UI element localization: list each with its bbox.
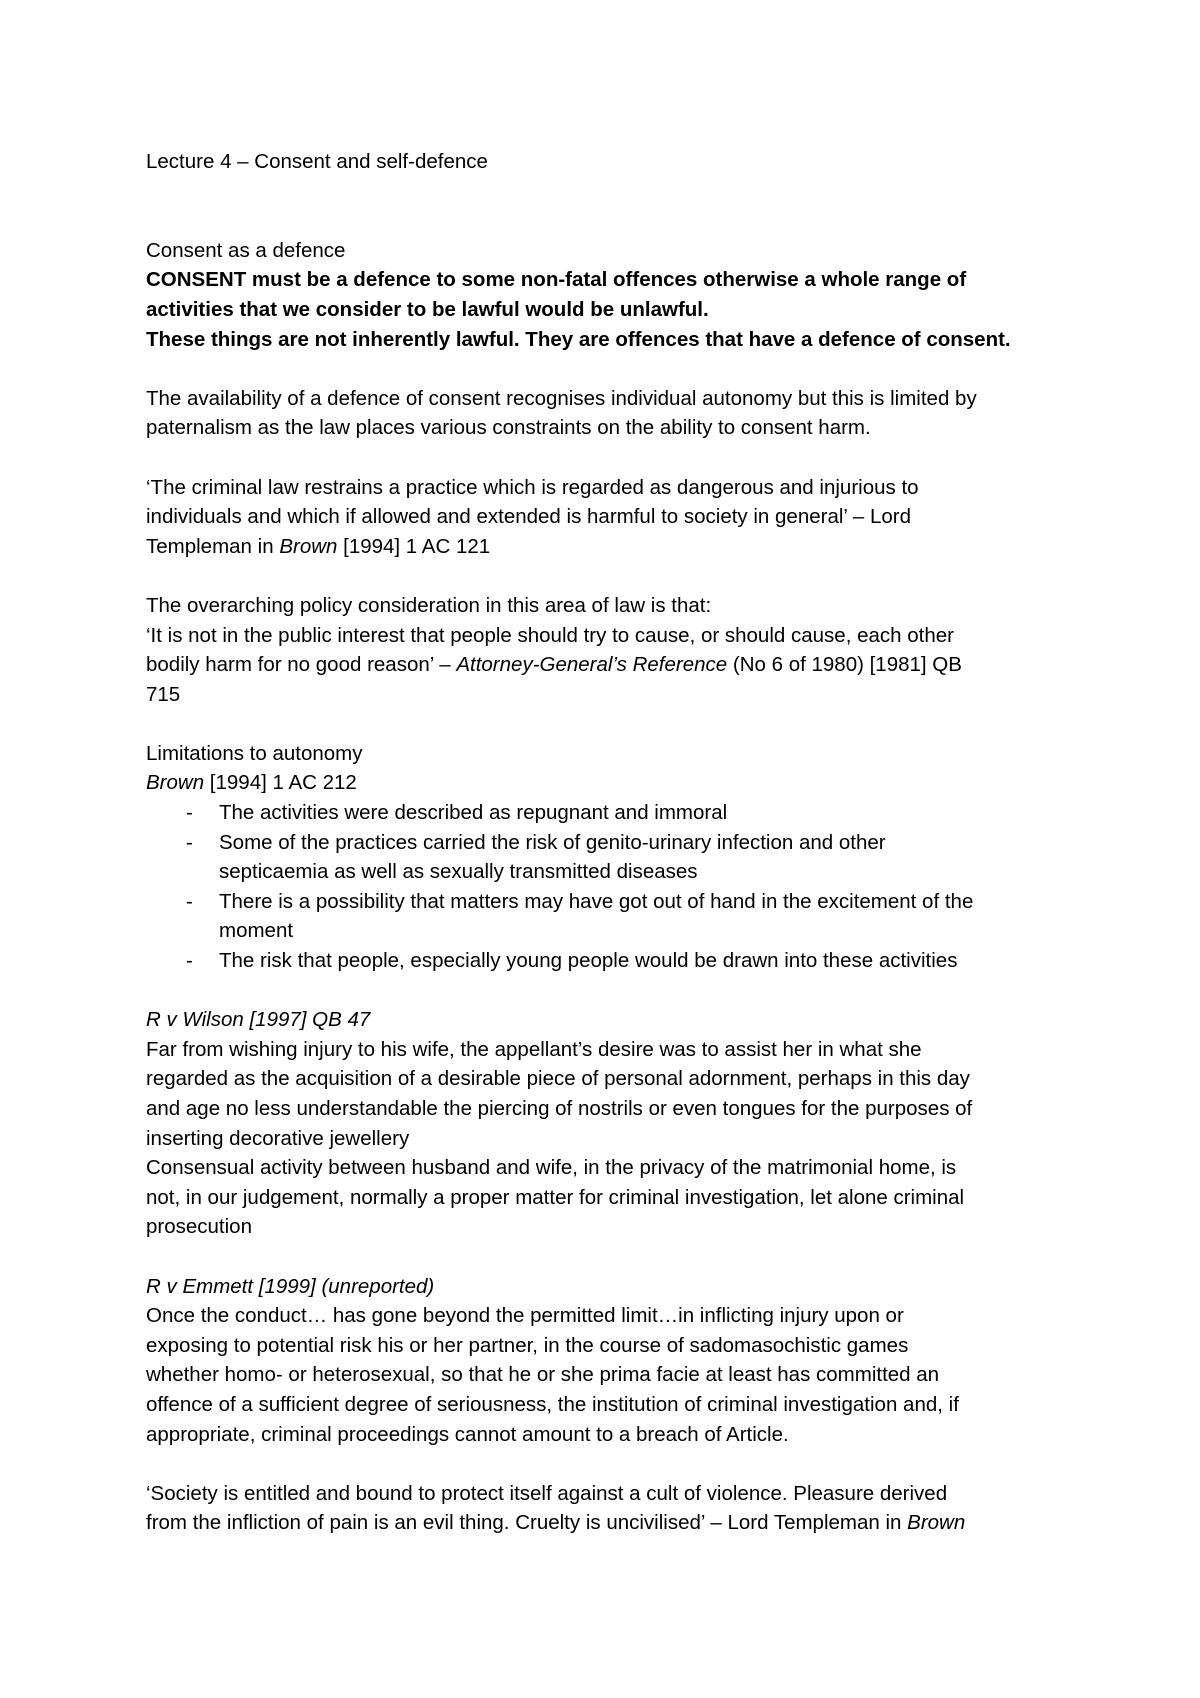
paragraph-line: The availability of a defence of consent recognises individual autonomy but this is limited by <box>146 386 977 410</box>
spacer <box>146 561 1086 591</box>
citation-text: [1994] 1 AC 212 <box>204 771 357 795</box>
paragraph-line: regarded as the acquisition of a desirable piece of personal adornment, perhaps in this day <box>146 1067 970 1091</box>
spacer <box>146 709 1086 739</box>
limitations-list <box>146 798 1086 976</box>
spacer <box>146 1449 1086 1479</box>
case-citation <box>146 768 1086 798</box>
spacer <box>146 206 1086 236</box>
citation-text: (No 6 of 1980) [1981] QB <box>727 653 962 677</box>
quote-line <box>146 1508 1086 1538</box>
list-item-text: There is a possibility that matters may have got out of hand in the excitement of the <box>219 889 974 913</box>
list-item <box>146 828 1086 887</box>
quote-text: from the infliction of pain is an evil thing. Cruelty is uncivilised’ – Lord Templeman in <box>146 1511 908 1535</box>
paragraph-line: offence of a sufficient degree of seriousness, the institution of criminal investigation and, if <box>146 1392 959 1416</box>
paragraph-line: exposing to potential risk his or her partner, in the course of sadomasochistic games <box>146 1333 909 1357</box>
paragraph-line: Far from wishing injury to his wife, the appellant’s desire was to assist her in what she <box>146 1037 922 1061</box>
paragraph-line: whether homo- or heterosexual, so that he or she prima facie at least has committed an <box>146 1363 940 1387</box>
spacer <box>146 976 1086 1006</box>
dash-bullet: - <box>186 889 193 913</box>
case-name: Brown <box>907 1511 966 1535</box>
paragraph-line: and age no less understandable the piercing of nostrils or even tongues for the purposes of <box>146 1097 973 1120</box>
quote-line: ‘It is not in the public interest that people should try to cause, or should cause, each other <box>146 623 954 647</box>
section-heading-consent: Consent as a defence <box>146 238 346 262</box>
section-heading-limitations: Limitations to autonomy <box>146 741 363 765</box>
list-item <box>146 798 1086 828</box>
bold-paragraph-line: CONSENT must be a defence to some non-fatal offences otherwise a whole range of <box>146 268 967 292</box>
case-heading-emmett: R v Emmett [1999] (unreported) <box>146 1274 435 1298</box>
paragraph-line: The overarching policy consideration in this area of law is that: <box>146 593 712 617</box>
quote-text: bodily harm for no good reason’ – <box>146 653 457 677</box>
quote-line: ‘Society is entitled and bound to protect itself against a cult of violence. Pleasure derived <box>146 1481 948 1505</box>
case-name: Attorney-General’s Reference <box>456 653 728 677</box>
list-item <box>146 946 1086 976</box>
spacer <box>146 354 1086 384</box>
quote-line: ‘The criminal law restrains a practice which is regarded as dangerous and injurious to <box>146 475 919 499</box>
dash-bullet: - <box>186 949 193 973</box>
list-item <box>146 887 1086 946</box>
dash-bullet: - <box>186 801 193 825</box>
case-name: Brown <box>279 534 338 558</box>
spacer <box>146 1242 1086 1272</box>
dash-bullet: - <box>186 830 193 854</box>
quote-line: 715 <box>146 682 181 706</box>
quote-line <box>146 650 1086 680</box>
paragraph-line: not, in our judgement, normally a proper matter for criminal investigation, let alone criminal <box>146 1185 965 1209</box>
list-item-text: moment <box>219 919 294 943</box>
quote-text: Templeman in <box>146 534 280 558</box>
document-page <box>146 147 1086 1538</box>
spacer <box>146 443 1086 473</box>
page-title: Lecture 4 – Consent and self-defence <box>146 150 488 173</box>
list-item-text: septicaemia as well as sexually transmitted diseases <box>219 860 698 884</box>
case-heading-wilson: R v Wilson [1997] QB 47 <box>146 1008 371 1032</box>
case-name: Brown <box>146 771 205 795</box>
list-item-text: The risk that people, especially young people would be drawn into these activities <box>219 949 958 973</box>
paragraph-line: inserting decorative jewellery <box>146 1126 410 1150</box>
paragraph-line: paternalism as the law places various constraints on the ability to consent harm. <box>146 416 871 440</box>
list-item-text: The activities were described as repugnant and immoral <box>219 801 728 825</box>
paragraph-line: appropriate, criminal proceedings cannot amount to a breach of Article. <box>146 1422 789 1446</box>
paragraph-line: Once the conduct… has gone beyond the permitted limit…in inflicting injury upon or <box>146 1304 904 1328</box>
bold-paragraph-line: activities that we consider to be lawful would be unlawful. <box>146 297 709 321</box>
quote-line: individuals and which if allowed and extended is harmful to society in general’ – Lord <box>146 505 912 529</box>
spacer <box>146 177 1086 207</box>
bold-paragraph-line: These things are not inherently lawful. They are offences that have a defence of consent. <box>146 327 1011 351</box>
paragraph-line: Consensual activity between husband and wife, in the privacy of the matrimonial home, is <box>146 1156 957 1180</box>
paragraph-line: prosecution <box>146 1215 252 1239</box>
list-item-text: Some of the practices carried the risk of genito-urinary infection and other <box>219 830 886 854</box>
quote-line <box>146 532 1086 562</box>
citation-text: [1994] 1 AC 121 <box>337 534 491 558</box>
